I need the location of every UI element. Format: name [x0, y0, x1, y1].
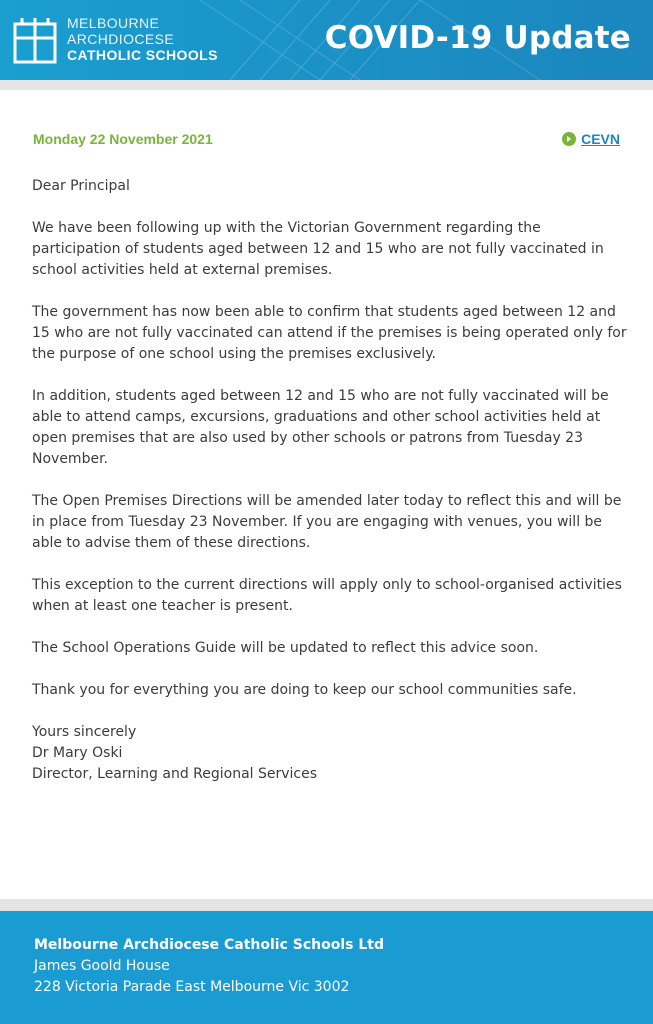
- paragraph: Thank you for everything you are doing to keep our school communities safe.: [32, 682, 577, 698]
- banner-title: COVID-19 Update: [324, 20, 631, 56]
- cross-logo-icon: [13, 16, 57, 64]
- logo-line-1: MELBOURNE: [67, 15, 160, 31]
- logo-wordmark: [67, 15, 218, 63]
- footer: [0, 899, 653, 1024]
- footer-address: [34, 935, 384, 998]
- footer-address-line-1: James Goold House: [34, 958, 170, 974]
- arrow-right-circle-icon: [562, 132, 576, 146]
- paragraph: The government has now been able to confirm that students aged between 12 and 15 who are not fully vaccinated can attend if the premises is being operated only for the purpose of one school using the premises exclusively.: [32, 304, 627, 362]
- paragraph: In addition, students aged between 12 and 15 who are not fully vaccinated will be able to attend camps, excursions, graduations and other school activities held at open premises that are also used by other schools or patrons from Tuesday 23 November.: [32, 388, 609, 467]
- footer-divider: [0, 899, 653, 911]
- footer-org-name: Melbourne Archdiocese Catholic Schools Ltd: [34, 937, 385, 953]
- logo-line-2: ARCHDIOCESE: [67, 31, 175, 47]
- paragraph: The Open Premises Directions will be amended later today to reflect this and will be in place from Tuesday 23 November. If you are engaging with venues, you will be able to advise them of these directions.: [32, 493, 622, 551]
- paragraph: We have been following up with the Victorian Government regarding the participation of students aged between 12 and 15 who are not fully vaccinated in school activities held at external premises.: [32, 220, 604, 278]
- paragraph: The School Operations Guide will be updated to reflect this advice soon.: [32, 640, 539, 656]
- logo-line-3: CATHOLIC SCHOOLS: [67, 47, 218, 63]
- cevn-link[interactable]: [562, 131, 620, 147]
- signoff-name: Dr Mary Oski: [32, 745, 123, 761]
- salutation: Dear Principal: [32, 178, 130, 194]
- header-banner: [0, 0, 653, 80]
- header-divider: [0, 80, 653, 90]
- paragraph: This exception to the current directions will apply only to school-organised activities when at least one teacher is present.: [32, 577, 622, 614]
- signoff-role: Director, Learning and Regional Services: [32, 766, 318, 782]
- signoff-closing: Yours sincerely: [32, 724, 137, 740]
- cevn-link-text[interactable]: CEVN: [581, 131, 620, 147]
- letter-body: [32, 176, 632, 785]
- footer-address-line-2: 228 Victoria Parade East Melbourne Vic 3002: [34, 979, 350, 995]
- letter-date: Monday 22 November 2021: [33, 131, 213, 147]
